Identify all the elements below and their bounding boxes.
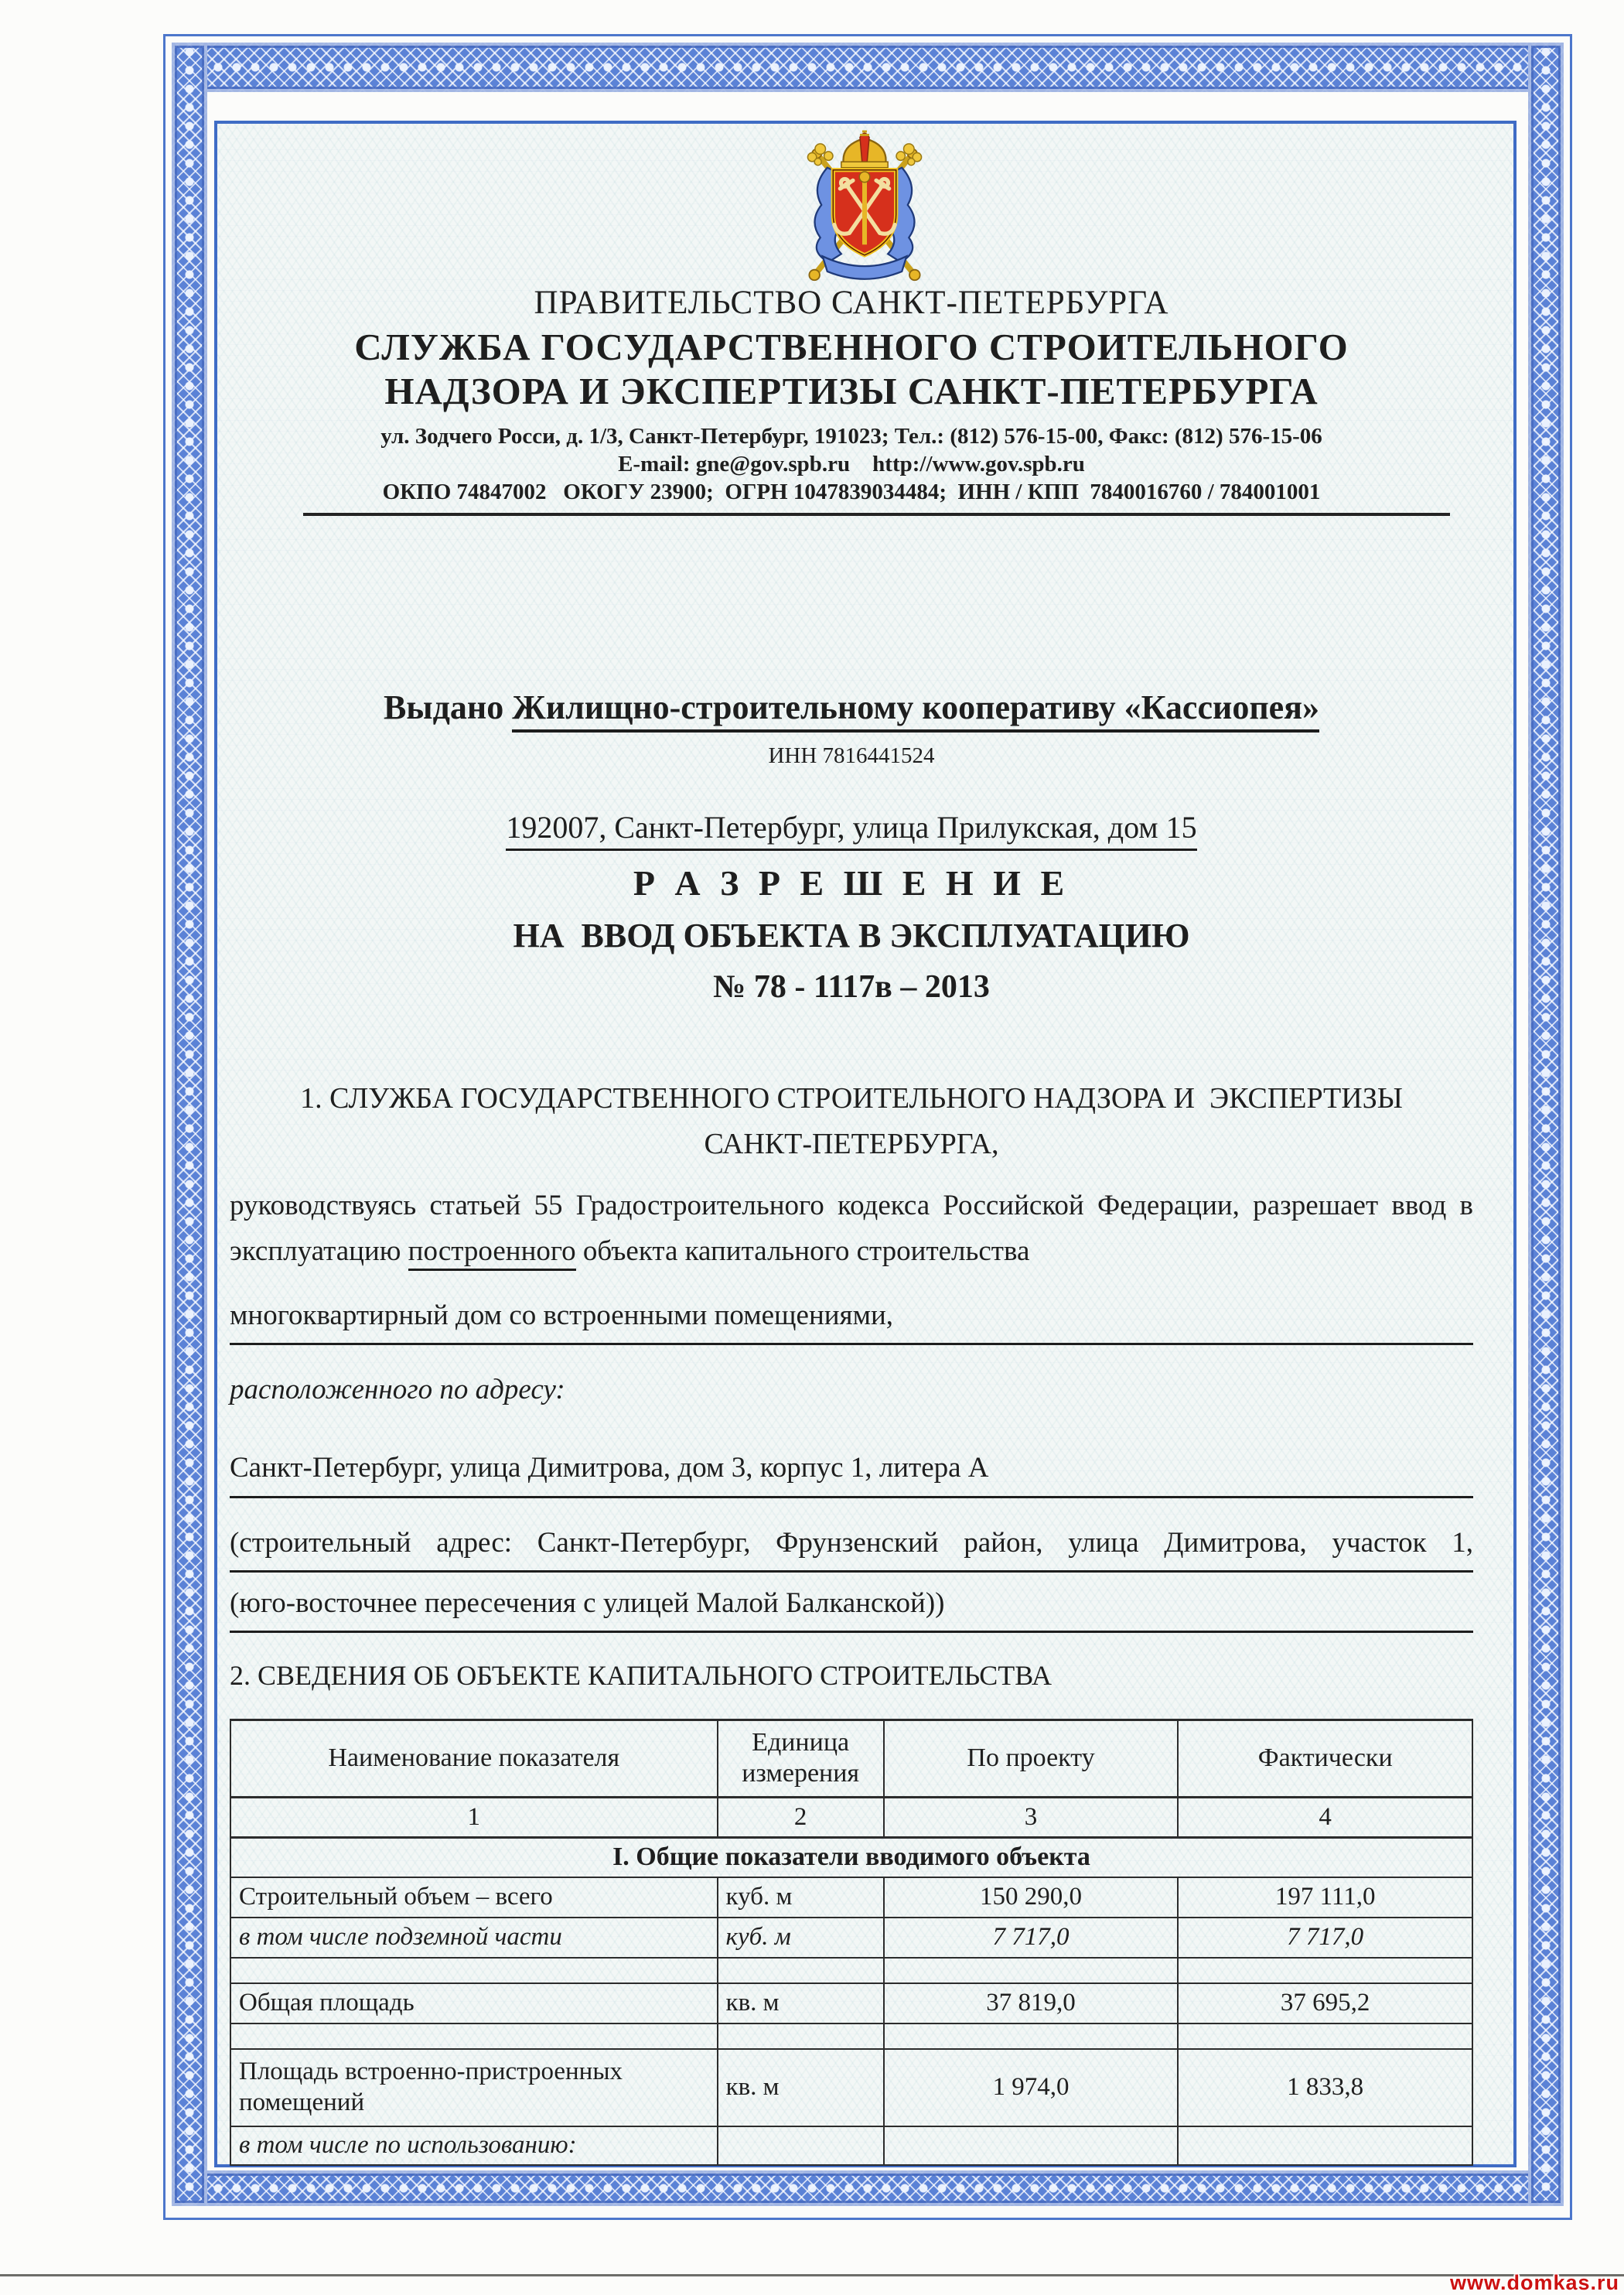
site-watermark: www.domkas.ru (1449, 2271, 1619, 2294)
row-actual-value: 7 717,0 (1178, 1918, 1472, 1958)
col-number: 3 (884, 1797, 1179, 1837)
col-number: 4 (1178, 1797, 1472, 1837)
object-address-line: Санкт-Петербург, улица Димитрова, дом 3, корпус 1, литера А (230, 1445, 1473, 1498)
row-name: в том числе по использованию: (230, 2126, 718, 2165)
row-project-value: 1 974,0 (884, 2049, 1179, 2126)
header-rule (303, 513, 1450, 516)
object-indicators-table (230, 1719, 1473, 2166)
row-unit: куб. м (718, 1918, 884, 1958)
col-header-actual: Фактически (1178, 1720, 1472, 1797)
row-project-value: 37 819,0 (884, 1983, 1179, 2023)
table-section-title: I. Общие показатели вводимого объекта (230, 1837, 1472, 1877)
col-number: 1 (230, 1797, 718, 1837)
recipient-address: 192007, Санкт-Петербург, улица Прилукская, дом 15 (230, 809, 1473, 846)
row-project-value: 150 290,0 (884, 1877, 1179, 1918)
col-number: 2 (718, 1797, 884, 1837)
row-actual-value: 197 111,0 (1178, 1877, 1472, 1918)
row-name: Общая площадь (230, 1983, 718, 2023)
scan-paper-edge (0, 2274, 1624, 2276)
row-project-value (884, 2126, 1179, 2165)
table-row (230, 1918, 1472, 1958)
row-unit (718, 2126, 884, 2165)
row-name: в том числе подземной части (230, 1918, 718, 1958)
guilloche-border-top (172, 43, 1564, 92)
issued-label: Выдано (383, 688, 513, 726)
table-row (230, 2126, 1472, 2165)
issued-to-line (230, 688, 1473, 729)
table-row (230, 1877, 1472, 1918)
row-actual-value: 1 833,8 (1178, 2049, 1472, 2126)
permit-subtitle: НА ВВОД ОБЪЕКТА В ЭКСПЛУАТАЦИЮ (513, 916, 1190, 955)
service-codes-line: ОКПО 74847002 ОКОГУ 23900; ОГРН 1047839034484; ИНН / КПП 7840016760 / 784001001 (382, 480, 1321, 505)
column-numbers-row (230, 1797, 1472, 1837)
guilloche-border-left (172, 43, 207, 2206)
permit-number: № 78 - 1117в – 2013 (713, 968, 990, 1005)
underlined-word: построенного (408, 1235, 576, 1271)
service-name-line1: СЛУЖБА ГОСУДАРСТВЕННОГО СТРОИТЕЛЬНОГО (354, 326, 1349, 369)
guilloche-border-bottom (172, 2170, 1564, 2206)
row-project-value: 7 717,0 (884, 1918, 1179, 1958)
table-row (230, 1983, 1472, 2023)
row-actual-value: 37 695,2 (1178, 1983, 1472, 2023)
guilloche-border-right (1528, 43, 1564, 2206)
recipient-inn: ИНН 7816441524 (768, 743, 935, 768)
recipient-name: Жилищно-строительному кооперативу «Кассиопея» (512, 688, 1319, 733)
located-at-label: расположенного по адресу: (230, 1374, 565, 1406)
construction-address-line1: (строительный адрес: Санкт-Петербург, Фрунзенский район, улица Димитрова, участок 1, (230, 1520, 1473, 1573)
table-header-row (230, 1720, 1472, 1797)
service-email-line: E-mail: gne@gov.spb.ru http://www.gov.spb.ru (618, 452, 1085, 477)
service-address-line: ул. Зодчего Росси, д. 1/3, Санкт-Петербург, 191023; Тел.: (812) 576-15-00, Факс: (812) 576-15-06 (380, 423, 1322, 449)
service-name-line2: НАДЗОРА И ЭКСПЕРТИЗЫ САНКТ-ПЕТЕРБУРГА (384, 369, 1319, 412)
section1-paragraph: руководствуясь статьей 55 Градостроительного кодекса Российской Федерации, разрешает ввод в эксплуатацию построенного объекта капитального строительства (230, 1183, 1473, 1274)
row-unit: кв. м (718, 2049, 884, 2126)
document-body (220, 130, 1510, 2166)
spacer-row (230, 2023, 1472, 2049)
spacer-row (230, 1958, 1472, 1983)
col-header-project: По проекту (884, 1720, 1179, 1797)
row-unit: кв. м (718, 1983, 884, 2023)
section1-heading: 1. СЛУЖБА ГОСУДАРСТВЕННОГО СТРОИТЕЛЬНОГО НАДЗОРА И ЭКСПЕРТИЗЫ САНКТ-ПЕТЕРБУРГА, (300, 1081, 1403, 1160)
section2-heading: 2. СВЕДЕНИЯ ОБ ОБЪЕКТЕ КАПИТАЛЬНОГО СТРОИТЕЛЬСТВА (230, 1660, 1053, 1691)
col-header-unit: Единица измерения (718, 1720, 884, 1797)
table-section-row (230, 1837, 1472, 1877)
government-title: ПРАВИТЕЛЬСТВО САНКТ-ПЕТЕРБУРГА (534, 285, 1169, 321)
table-row (230, 2049, 1472, 2126)
permit-title: Р А З Р Е Ш Е Н И Е (633, 863, 1070, 903)
row-name: Строительный объем – всего (230, 1877, 718, 1918)
row-actual-value (1178, 2126, 1472, 2165)
col-header-indicator: Наименование показателя (230, 1720, 718, 1797)
construction-address-line2: (юго-восточнее пересечения с улицей Малой Балканской)) (230, 1580, 1473, 1633)
object-description-line: многоквартирный дом со встроенными помещениями, (230, 1293, 1473, 1345)
row-unit: куб. м (718, 1877, 884, 1918)
row-name: Площадь встроенно-пристроенных помещений (230, 2049, 718, 2126)
